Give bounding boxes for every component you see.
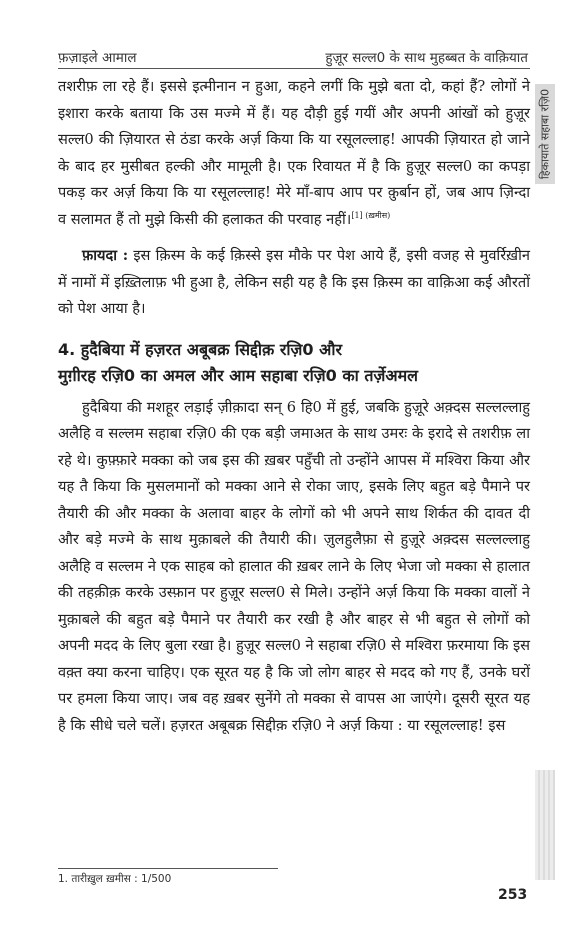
paragraph-1: [58, 74, 530, 233]
side-tab-label: हिकायाते सहाबा रज़ि0: [538, 88, 552, 180]
header-chapter-title: हुज़ूर सल्ल0 के साथ मुहब्बत के वाक़ियात: [325, 50, 528, 66]
page-body: [58, 74, 530, 739]
side-section-tab: [535, 84, 555, 184]
reference-marker: [1] (ख़मीस): [351, 210, 391, 220]
footnote: 1. तारीख़ुल ख़मीस : 1/500: [58, 873, 172, 885]
fayda-label: फ़ायदा :: [82, 247, 129, 264]
page-number: 253: [498, 887, 528, 903]
paragraph-hudaibiya: हुदैबिया की मशहूर लड़ाई ज़ीक़ादा सन् 6 हि0 में हुई, जबकि हुज़ूरे अक़्दस सल्लल्लाहु अलैहि व सल्लम सहाबा रज़ि0 की एक बड़ी जमाअत के साथ उमरः के इरादे से तशरीफ़ ला रहे थे। कुफ़्फ़ारे मक्का को जब इस की ख़बर पहुँची तो उन्होंने आपस में मश्विरा किया और यह तै किया कि मुसलमानों को मक्का आने से रोका जाए, इसके लिए बहुत बड़े पैमाने पर तैयारी की और मक्का के अलावा बाहर के लोगों को भी अपने साथ शिर्कत की दावत दी और बड़े मज्मे के साथ मुक़ाबले की तैयारी की। ज़ुलहुलैफ़ा से हुज़ूरे अक़्दस सल्लल्लाहु अलैहि व सल्लम ने एक साहब को हालात की ख़बर लाने के लिए भेजा जो मक्का से हालात की तहक़ीक़ करके उस्फ़ान पर हुज़ूर सल्ल0 से मिले। उन्होंने अर्ज़ किया कि मक्का वालों ने मुक़ाबले की बहुत बड़े पैमाने पर तैयारी कर रखी है और बाहर से भी बहुत से लोगों को अपनी मदद के लिए बुला रखा है। हुज़ूर सल्ल0 ने सहाबा रज़ि0 से मश्विरा फ़रमाया कि इस वक़्त क्या करना चाहिए। एक सूरत यह है कि जो लोग बाहर से मदद को गए हैं, उनके घरों पर हमला किया जाए। जब वह ख़बर सुनेंगे तो मक्का से वापस आ जाएंगे। दूसरी सूरत यह है कि सीधे चले चलें। हज़रत अबूबक्र सिद्दीक़ रज़ि0 ने अर्ज़ किया : या रसूलल्लाह! इस: [58, 398, 530, 734]
header-book-title: फ़ज़ाइले आमाल: [58, 50, 137, 66]
running-header: [58, 38, 528, 64]
section-heading: [58, 337, 530, 389]
page-edge-strip: [535, 770, 555, 880]
header-divider: [58, 68, 530, 69]
section-heading-line-2: मुग़ीरह रज़ि0 का अमल और आम सहाबा रज़ि0 का तर्ज़ेअमल: [58, 365, 418, 385]
section-heading-line-1: 4. हुदैबिया में हज़रत अबूबक्र सिद्दीक़ रज़ि0 और: [58, 339, 343, 359]
paragraph-fayda: [58, 243, 530, 323]
footnote-divider: [58, 868, 278, 869]
fayda-text: इस क़िस्म के कई क़िस्से इस मौके पर पेश आये हैं, इसी वजह से मुवर्रिख़ीन में नामों में इख़्तिलाफ़ भी हुआ है, लेकिन सही यह है कि इस क़िस्म का वाक़िआ कई औरतों को पेश आया है।: [58, 247, 530, 317]
paragraph-1-text: तशरीफ़ ला रहे हैं। इससे इत्मीनान न हुआ, कहने लगीं कि मुझे बता दो, कहां हैं? लोगों ने इशारा करके बताया कि उस मज्मे में हैं। यह दौड़ी हुई गयीं और अपनी आंखों को हुज़ूर सल्ल0 की ज़ियारत से ठंडा करके अर्ज़ किया कि या रसूलल्लाह! आपकी ज़ियारत हो जाने के बाद हर मुसीबत हल्की और मामूली है। एक रिवायत में है कि हुज़ूर सल्ल0 का कपड़ा पकड़ कर अर्ज़ किया कि या रसूलल्लाह! मेरे माँ-बाप आप पर क़ुर्बान हों, जब आप ज़िन्दा व सलामत हैं तो मुझे किसी की हलाकत की परवाह नहीं।: [58, 78, 530, 228]
